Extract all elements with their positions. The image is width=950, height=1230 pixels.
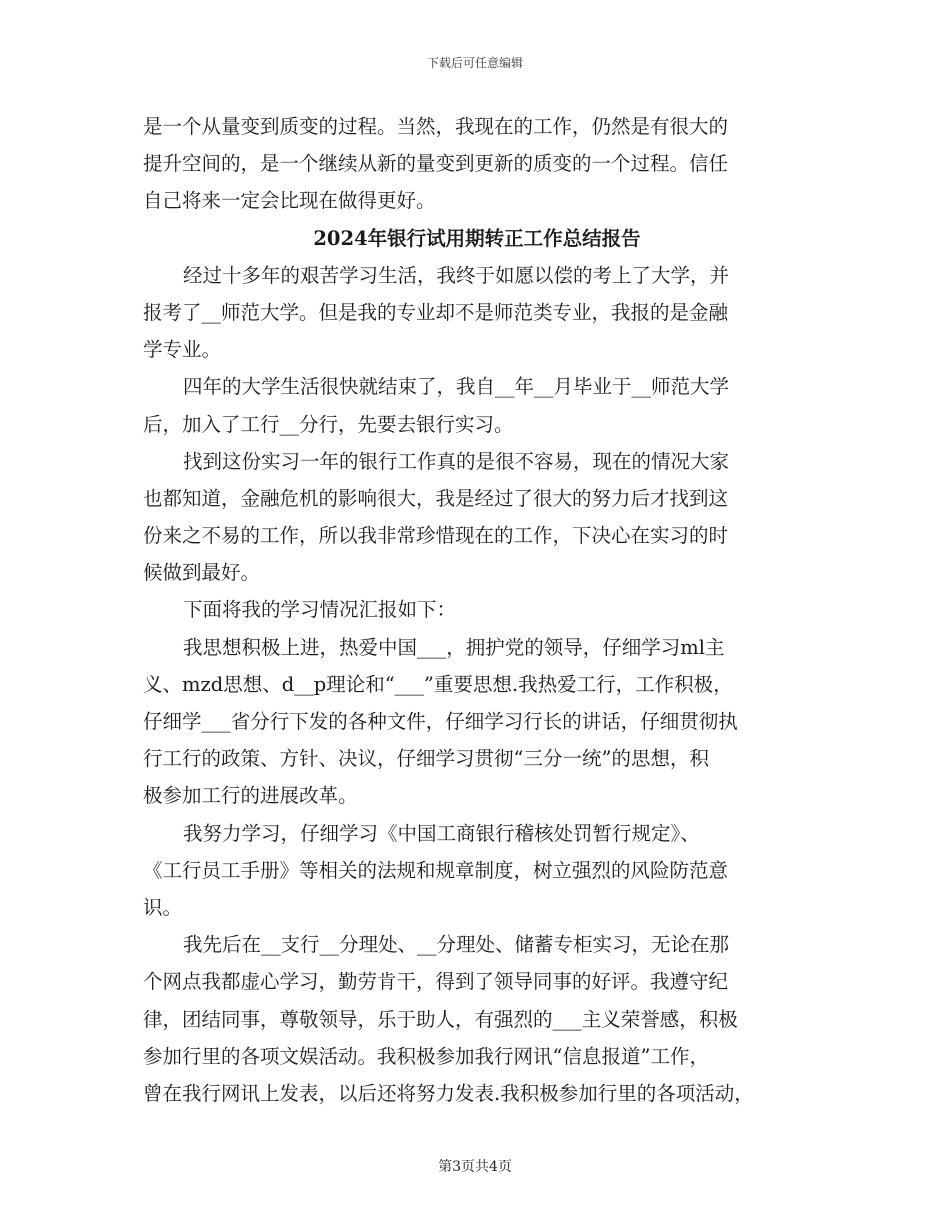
page-header: 下载后可任意编辑 <box>426 56 523 70</box>
paragraph <box>143 926 811 1112</box>
text-line: 下面将我的学习情况汇报如下： <box>183 598 457 622</box>
text-line: 义、mzd思想、d__p理论和“___”重要思想.我热爱工行，工作积极， <box>143 672 733 696</box>
paragraph <box>143 629 811 815</box>
text-line: 我思想积极上进，热爱中国___，拥护党的领导，仔细学习ml主 <box>183 635 725 659</box>
text-line: 曾在我行网讯上发表，以后还将努力发表.我积极参加行里的各项活动， <box>143 1081 754 1105</box>
page-footer: 第3页共4页 <box>438 1159 512 1175</box>
text-line: 提升空间的，是一个继续从新的量变到更新的质变的一个过程。信任 <box>143 152 729 176</box>
text-line: 份来之不易的工作，所以我非常珍惜现在的工作，下决心在实习的时 <box>143 524 729 548</box>
text-line: 是一个从量变到质变的过程。当然，我现在的工作，仍然是有很大的 <box>143 115 729 138</box>
paragraph <box>143 257 811 369</box>
text-line: 《工行员工手册》等相关的法规和规章制度，树立强烈的风险防范意 <box>143 858 729 882</box>
paragraph <box>143 591 811 628</box>
text-line: 学专业。 <box>143 338 222 362</box>
text-line: 识。 <box>143 895 183 919</box>
text-line: 个网点我都虚心学习，勤劳肯干，得到了领导同事的好评。我遵守纪 <box>143 970 729 994</box>
text-line: 经过十多年的艰苦学习生活，我终于如愿以偿的考上了大学，并 <box>183 263 730 287</box>
text-line: 行工行的政策、方针、决议，仔细学习贯彻“三分一统”的思想，积 <box>143 747 709 771</box>
document-body <box>143 108 811 1112</box>
text-line: 后，加入了工行__分行，先要去银行实习。 <box>143 412 514 436</box>
text-line: 律，团结同事，尊敬领导，乐于助人，有强烈的___主义荣誉感，积极 <box>143 1007 738 1031</box>
text-line: 极参加工行的进展改革。 <box>143 784 358 808</box>
paragraph <box>143 443 811 592</box>
text-line: 仔细学___省分行下发的各种文件，仔细学习行长的讲话，仔细贯彻执 <box>143 710 738 733</box>
text-line: 报考了__师范大学。但是我的专业却不是师范类专业，我报的是金融 <box>143 300 729 324</box>
text-line: 候做到最好。 <box>143 561 261 585</box>
paragraph <box>143 815 811 927</box>
paragraph <box>143 368 811 442</box>
text-line: 也都知道，金融危机的影响很大，我是经过了很大的努力后才找到这 <box>143 486 729 510</box>
document-title: 2024年银行试用期转正工作总结报告 <box>313 226 641 250</box>
text-line: 四年的大学生活很快就结束了，我自__年__月毕业于__师范大学 <box>183 375 730 399</box>
text-line: 我先后在__支行__分理处、__分理处、储蓄专柜实习，无论在那 <box>183 933 730 957</box>
text-line: 参加行里的各项文娱活动。我积极参加我行网讯“信息报道”工作， <box>143 1044 709 1068</box>
text-line: 找到这份实习一年的银行工作真的是很不容易，现在的情况大家 <box>183 449 730 473</box>
text-line: 自己将来一定会比现在做得更好。 <box>143 189 436 213</box>
text-line: 我努力学习，仔细学习《中国工商银行稽核处罚暂行规定》、 <box>183 821 700 845</box>
